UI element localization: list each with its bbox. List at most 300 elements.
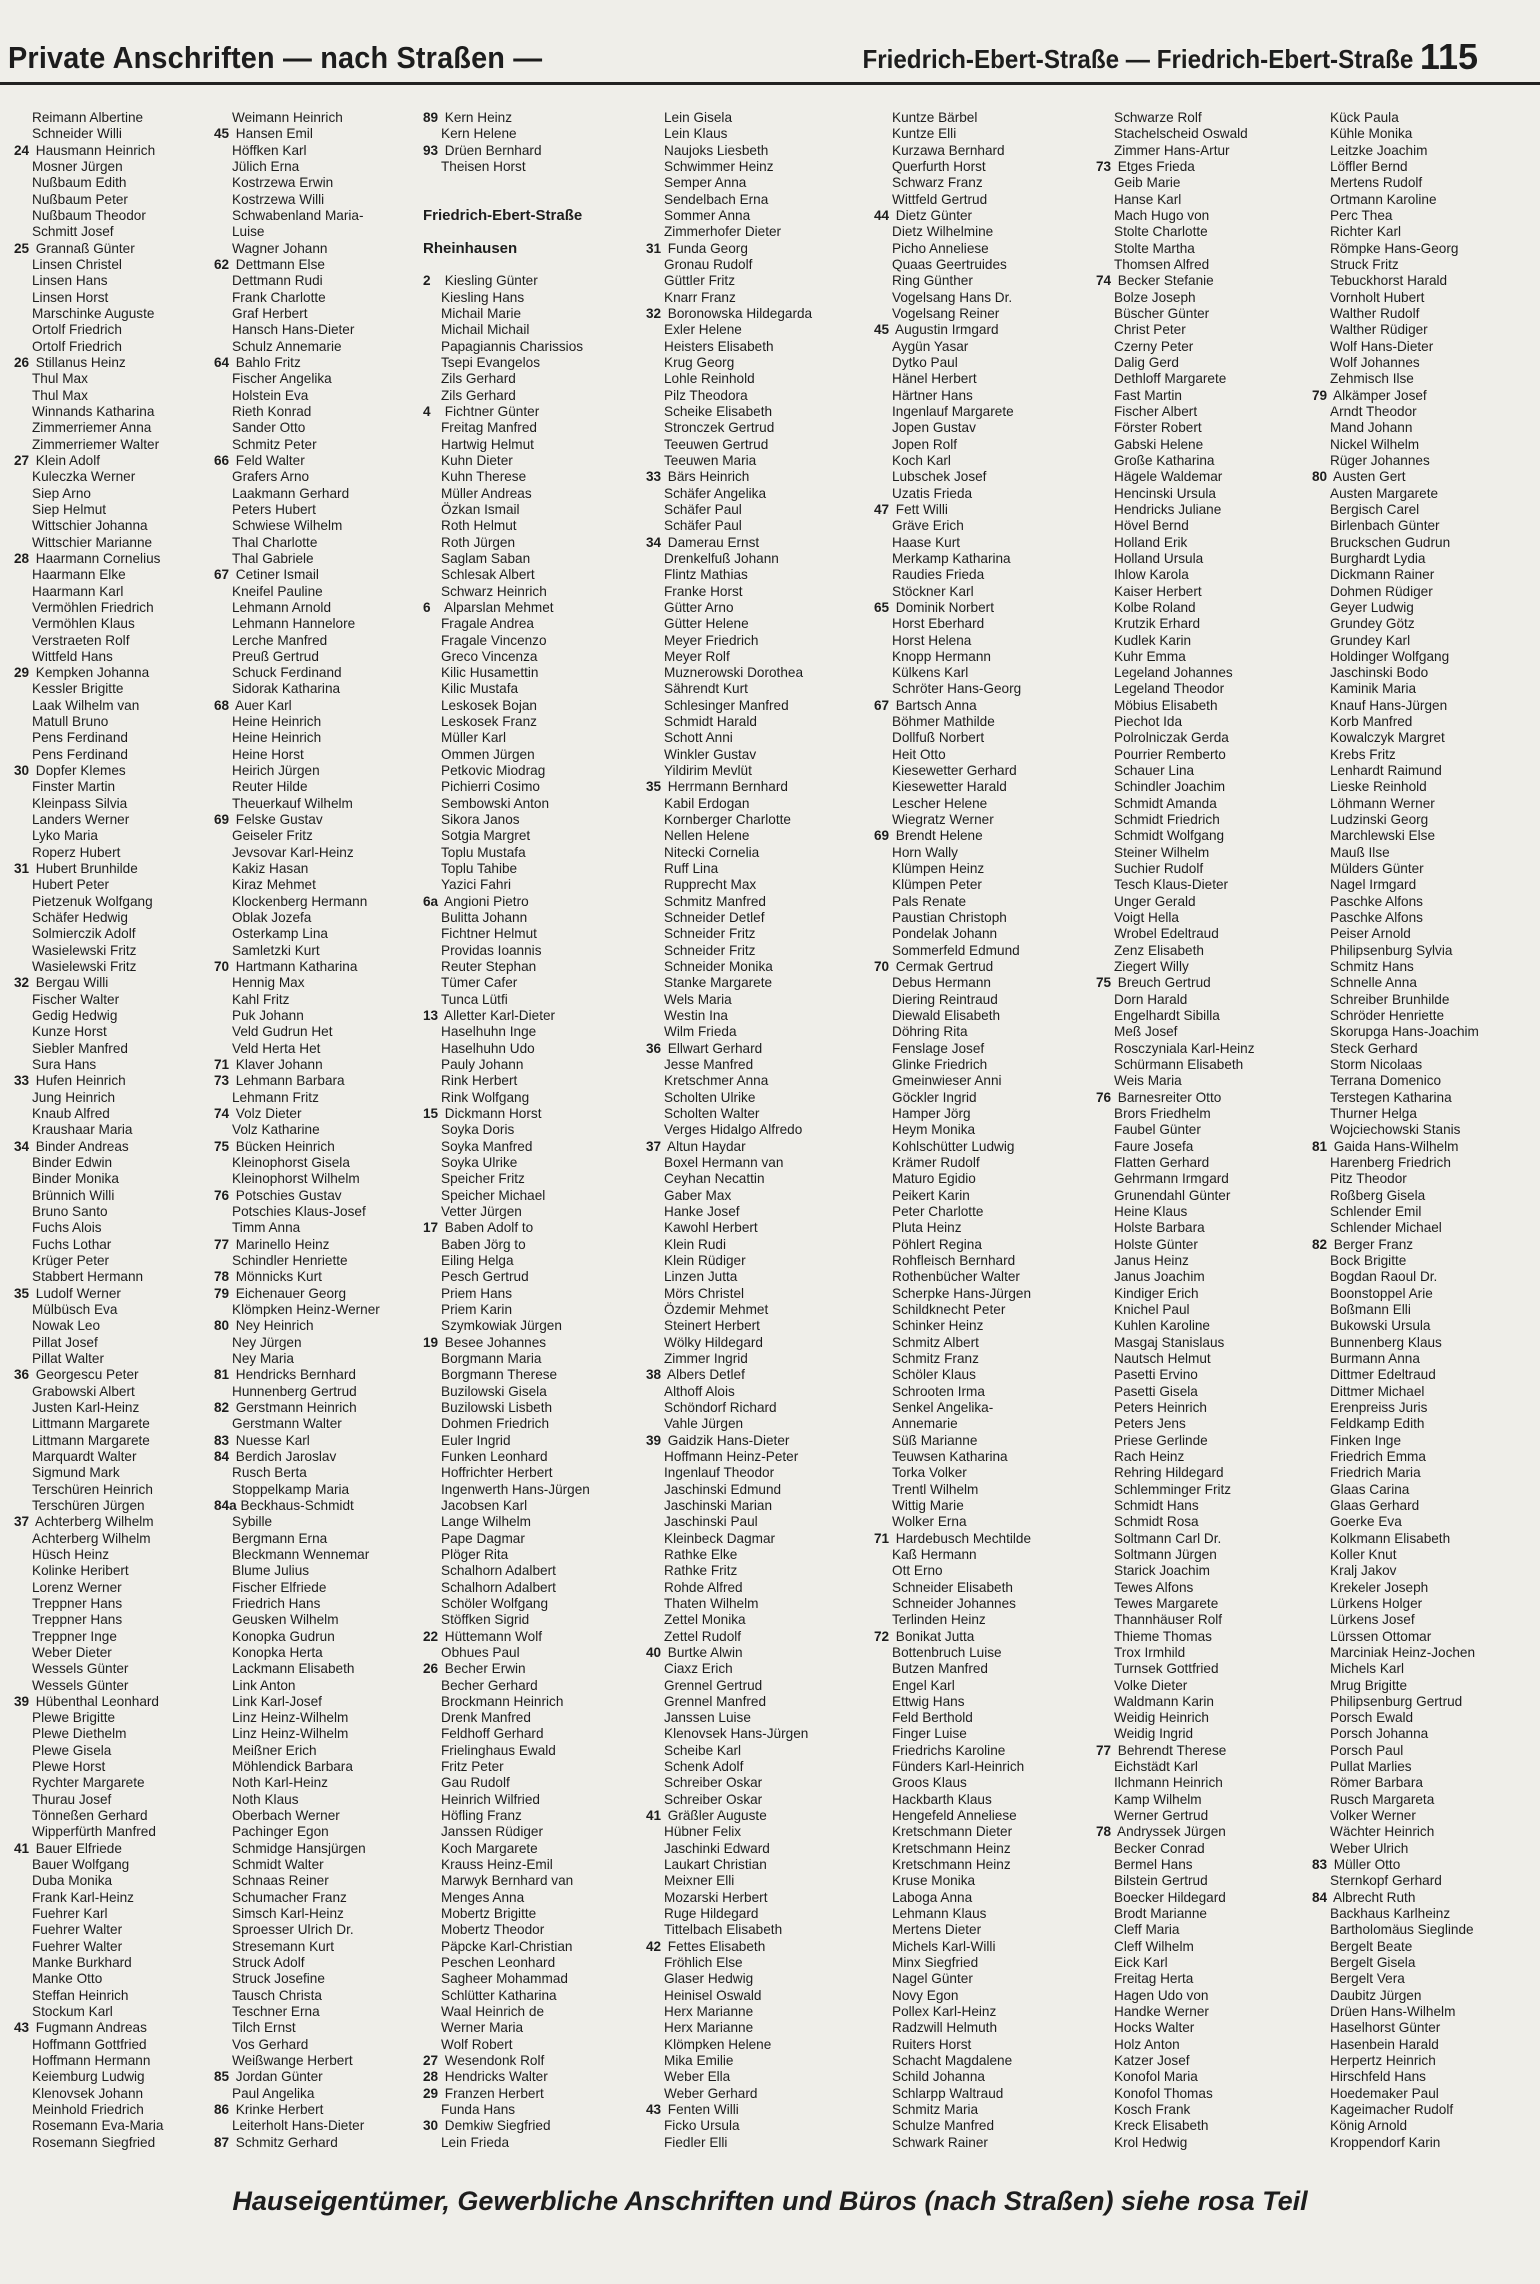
resident-entry: Marchlewski Else [1330,828,1435,844]
resident-entry: Kroppendorf Karin [1330,2134,1441,2150]
resident-entry: Tebuckhorst Harald [1330,273,1448,289]
resident-entry: Finster Martin [32,779,116,795]
resident-entry: Hoffmann Gottfried [32,2036,147,2052]
resident-entry: 45 Hansen Emil [214,126,313,142]
resident-entry: Puk Johann [232,1008,304,1024]
house-number: 35 [646,779,662,795]
resident-entry: Schmidt Harald [664,714,757,730]
resident-entry: Siep Helmut [32,501,107,517]
resident-entry: Löhmann Werner [1330,795,1435,811]
resident-entry: Sagheer Mohammad [441,1971,568,1987]
resident-entry: Rusch Margareta [1330,1791,1435,1807]
resident-entry: 84 Albrecht Ruth [1312,1889,1416,1905]
resident-entry: Göckler Ingrid [892,1089,977,1105]
resident-entry: Lieske Reinhold [1330,779,1427,795]
resident-entry: Sybille [232,1514,273,1530]
resident-entry: Peiser Arnold [1330,926,1411,942]
resident-entry: Drenkelfuß Johann [664,550,779,566]
house-number: 34 [646,534,662,550]
resident-entry: Buzilowski Gisela [441,1383,547,1399]
resident-entry: Link Karl-Josef [232,1693,322,1709]
resident-entry: Sigmund Mark [32,1465,120,1481]
resident-entry: Ingenwerth Hans-Jürgen [441,1481,590,1497]
resident-entry: Klenovsek Hans-Jürgen [664,1726,809,1742]
resident-entry: Terschüren Jürgen [32,1497,145,1513]
resident-entry: Wolf Robert [441,2036,513,2052]
resident-entry: Gedig Hedwig [32,1008,118,1024]
resident-entry: Plöger Rita [441,1546,509,1562]
resident-entry: Holstein Eva [232,387,309,403]
resident-entry: Meinhold Friedrich [32,2102,144,2118]
house-number: 74 [1096,273,1112,289]
resident-entry: Faubel Günter [1114,1122,1201,1138]
resident-entry: Preuß Gertrud [232,648,319,664]
resident-entry: 76 Barnesreiter Otto [1096,1089,1222,1105]
resident-entry: Schindler Joachim [1114,779,1226,795]
directory-column [14,110,204,2165]
resident-entry: Pluta Heinz [892,1220,962,1236]
resident-entry: Ruge Hildegard [664,1906,759,1922]
resident-entry: 30 Dopfer Klemes [14,763,126,779]
resident-entry: Sommer Anna [664,207,751,223]
resident-entry: Kaß Hermann [892,1546,977,1562]
resident-entry: Meyer Rolf [664,648,730,664]
resident-entry: Dettmann Rudi [232,273,323,289]
resident-entry: Tesch Klaus-Dieter [1114,877,1229,893]
resident-entry: Koch Karl [892,452,951,468]
resident-entry: Picho Anneliese [892,240,989,256]
resident-entry: Bilstein Gertrud [1114,1873,1208,1889]
resident-entry: Vogelsang Reiner [892,305,1000,321]
resident-entry: Schneider Fritz [664,942,756,958]
resident-entry: Schröter Hans-Georg [892,681,1022,697]
resident-entry: Ruiters Horst [892,2036,972,2052]
resident-entry: Stoppelkamp Maria [232,1481,350,1497]
resident-entry: Knauf Hans-Jürgen [1330,697,1448,713]
resident-entry: Zils Gerhard [441,387,516,403]
resident-entry: Westin Ina [664,1008,728,1024]
house-number: 85 [214,2069,230,2085]
resident-entry: Peters Hubert [232,501,316,517]
resident-entry: Fuehrer Walter [32,1922,123,1938]
resident-entry: Hartwig Helmut [441,436,534,452]
resident-entry: Jaschinski Edmund [664,1481,782,1497]
resident-entry: Kudlek Karin [1114,632,1192,648]
house-number: 89 [423,110,439,125]
resident-entry: Flintz Mathias [664,567,748,583]
resident-entry: Ilchmann Heinrich [1114,1775,1223,1791]
resident-entry: Mörs Christel [664,1285,745,1301]
resident-entry: Plewe Gisela [32,1742,112,1758]
resident-entry: Dollfuß Norbert [892,730,985,746]
resident-entry: Nagel Irmgard [1330,877,1417,893]
resident-entry: Thannhäuser Rolf [1114,1612,1223,1628]
resident-entry: Herx Marianne [664,2004,754,2020]
resident-entry: Pachinger Egon [232,1824,329,1840]
resident-entry: Kindiger Erich [1114,1285,1199,1301]
resident-entry: Zenz Elisabeth [1114,942,1204,958]
resident-entry: Nowak Leo [32,1318,101,1334]
resident-entry: Priem Karin [441,1301,513,1317]
house-number: 35 [14,1285,30,1301]
resident-entry: Roßberg Gisela [1330,1187,1426,1203]
house-number: 34 [14,1138,30,1154]
resident-entry: Haarmann Elke [32,567,126,583]
resident-entry: Cleff Wilhelm [1114,1938,1194,1954]
resident-entry: 72 Bonikat Jutta [874,1628,975,1644]
resident-entry: Lein Klaus [664,126,728,142]
resident-entry: Manke Otto [32,1971,103,1987]
resident-entry: Speicher Michael [441,1187,546,1203]
resident-entry: 4 Fichtner Günter [423,403,540,419]
resident-entry: 39 Gaidzik Hans-Dieter [646,1432,790,1448]
resident-entry: Terschüren Heinrich [32,1481,153,1497]
resident-entry: Schneider Fritz [664,926,756,942]
resident-entry: Dietz Wilhelmine [892,224,994,240]
resident-entry: Fischer Albert [1114,403,1198,419]
resident-entry: Grabowski Albert [32,1383,135,1399]
resident-entry: Hagen Udo von [1114,1987,1209,2003]
resident-entry: 77 Marinello Heinz [214,1236,330,1252]
resident-entry: Ortolf Friedrich [32,338,122,354]
resident-entry: Nitecki Cornelia [664,844,760,860]
resident-entry: Lürkens Josef [1330,1612,1415,1628]
resident-entry: Jesse Manfred [664,1057,754,1073]
resident-entry: Zils Gerhard [441,371,516,387]
resident-entry: 64 Bahlo Fritz [214,354,301,370]
resident-entry: Meß Josef [1114,1024,1178,1040]
resident-entry: Katzer Josef [1114,2053,1190,2069]
resident-entry: Vahle Jürgen [664,1416,744,1432]
resident-entry: 67 Cetiner Ismail [214,567,319,583]
resident-entry: Kleinophorst Wilhelm [232,1171,360,1187]
resident-entry: Kostrzewa Willi [232,191,325,207]
resident-entry: 74 Becker Stefanie [1096,273,1214,289]
resident-entry: 40 Burtke Alwin [646,1644,743,1660]
resident-entry: Kamp Wilhelm [1114,1791,1202,1807]
house-number: 45 [874,322,890,338]
resident-entry: Novy Egon [892,1987,959,2003]
resident-entry: Philipsenburg Sylvia [1330,942,1453,958]
house-number: 80 [214,1318,230,1334]
resident-entry: Schwark Rainer [892,2134,988,2150]
resident-entry: 81 Gaida Hans-Wilhelm [1312,1138,1459,1154]
resident-entry: Priem Hans [441,1285,513,1301]
resident-entry: Unger Gerald [1114,893,1196,909]
resident-entry: Struck Fritz [1330,256,1399,272]
resident-entry: Plewe Horst [32,1759,106,1775]
resident-entry: 76 Potschies Gustav [214,1187,342,1203]
house-number: 78 [214,1269,230,1285]
resident-entry: Roth Helmut [441,518,517,534]
resident-entry: 38 Albers Detlef [646,1367,745,1383]
resident-entry: Zettel Monika [664,1612,746,1628]
resident-entry: Pauly Johann [441,1057,524,1073]
resident-entry: Geib Marie [1114,175,1181,191]
resident-entry: Kaminik Maria [1330,681,1417,697]
resident-entry: Rosemann Eva-Maria [32,2118,164,2134]
resident-entry: Gehrmann Irmgard [1114,1171,1229,1187]
resident-entry: Plewe Brigitte [32,1710,116,1726]
street-heading: Friedrich-Ebert-Straße [423,207,583,224]
resident-entry: Teuwsen Katharina [892,1448,1008,1464]
resident-entry: Heirich Jürgen [232,763,320,779]
resident-entry: Sidorak Katharina [232,681,341,697]
resident-entry: Vornholt Hubert [1330,289,1425,305]
resident-entry: Noth Karl-Heinz [232,1775,328,1791]
resident-entry: Jaschinski Marian [664,1497,773,1513]
resident-entry: Storm Nicolaas [1330,1057,1423,1073]
resident-entry: Kunze Horst [32,1024,107,1040]
resident-entry: Volke Dieter [1114,1677,1188,1693]
resident-entry: Wiegratz Werner [892,812,994,828]
resident-entry: Schürmann Elisabeth [1114,1057,1244,1073]
resident-entry: Steffan Heinrich [32,1987,129,2003]
resident-entry: Bergisch Carel [1330,501,1420,517]
resident-entry: Friedrichs Karoline [892,1742,1006,1758]
resident-entry: Butzen Manfred [892,1661,988,1677]
resident-entry: Gerstmann Walter [232,1416,342,1432]
resident-entry: Sternkopf Gerhard [1330,1873,1442,1889]
resident-entry: Nagel Günter [892,1971,973,1987]
resident-entry: Tewes Alfons [1114,1579,1194,1595]
resident-entry: Bunnenberg Klaus [1330,1334,1442,1350]
resident-entry: Manke Burkhard [32,1955,132,1971]
resident-entry: Herpertz Heinrich [1330,2053,1436,2069]
resident-entry: 34 Damerau Ernst [646,534,760,550]
resident-entry: Nußbaum Peter [32,191,128,207]
resident-entry: Pietzenuk Wolfgang [32,893,153,909]
resident-entry: Becker Conrad [1114,1840,1205,1856]
resident-entry: Verges Hidalgo Alfredo [664,1122,803,1138]
resident-entry: Hanse Karl [1114,191,1182,207]
resident-entry: Bermel Hans [1114,1857,1193,1873]
house-number: 26 [423,1661,439,1677]
resident-entry: Rathke Fritz [664,1563,738,1579]
resident-entry: Nellen Helene [664,828,750,844]
house-number: 79 [1312,387,1328,403]
resident-entry: Heine Klaus [1114,1203,1188,1219]
resident-entry: Finger Luise [892,1726,967,1742]
resident-entry: Diering Reintraud [892,991,998,1007]
house-number: 76 [214,1187,230,1203]
house-number: 67 [874,697,890,713]
resident-entry: Lenhardt Raimund [1330,763,1442,779]
resident-entry: 83 Nuesse Karl [214,1432,310,1448]
resident-entry: Krebs Fritz [1330,746,1396,762]
resident-entry: Kowalczyk Margret [1330,730,1445,746]
resident-entry: Leitzke Joachim [1330,142,1428,158]
resident-entry: Sährendt Kurt [664,681,748,697]
resident-entry: Winkler Gustav [664,746,757,762]
resident-entry: Legeland Johannes [1114,665,1233,681]
resident-entry: Schlesak Albert [441,567,535,583]
resident-entry: Lubschek Josef [892,469,987,485]
resident-entry: Wittschier Marianne [32,534,153,550]
resident-entry: Suchier Rudolf [1114,861,1204,877]
resident-entry: Kreck Elisabeth [1114,2118,1209,2134]
resident-entry: Mülbüsch Eva [32,1301,118,1317]
resident-entry: Reuter Hilde [232,779,308,795]
resident-entry: Rathke Elke [664,1546,738,1562]
resident-entry: Szymkowiak Jürgen [441,1318,562,1334]
house-number: 32 [646,305,662,321]
resident-entry: Schmidt Wolfgang [1114,828,1225,844]
resident-entry: Holste Barbara [1114,1220,1205,1236]
resident-entry: Pourrier Remberto [1114,746,1226,762]
resident-entry: 43 Fenten Willi [646,2102,739,2118]
resident-entry: Peters Jens [1114,1416,1186,1432]
resident-entry: Freitag Herta [1114,1971,1194,1987]
resident-entry: Simsch Karl-Heinz [232,1906,344,1922]
resident-entry: Wittfeld Gertrud [892,191,988,207]
resident-entry: Schild Johanna [892,2069,985,2085]
resident-entry: Kessler Brigitte [32,681,124,697]
resident-entry: Jaschinki Edward [664,1840,770,1856]
resident-entry: Grennel Gertrud [664,1677,763,1693]
resident-entry: Bleckmann Wennemar [232,1546,370,1562]
resident-entry: Tümer Cafer [441,975,518,991]
resident-entry: Handke Werner [1114,2004,1209,2020]
resident-entry: 37 Achterberg Wilhelm [14,1514,154,1530]
resident-entry: 35 Herrmann Bernhard [646,779,788,795]
resident-entry: Güttler Fritz [664,273,735,289]
resident-entry: Lohle Reinhold [664,371,755,387]
resident-entry: Lorenz Werner [32,1579,122,1595]
resident-entry: Wächter Heinrich [1330,1824,1435,1840]
resident-entry: Feldhoff Gerhard [441,1726,544,1742]
resident-entry: Kohlschütter Ludwig [892,1138,1015,1154]
resident-entry: Döhring Rita [892,1024,968,1040]
resident-entry: Weber Gerhard [664,2085,758,2101]
blank-line [423,257,641,273]
resident-entry: Lange Wilhelm [441,1514,531,1530]
resident-entry: Müller Karl [441,730,506,746]
house-number: 19 [423,1334,439,1350]
resident-entry: Schlütter Katharina [441,1987,557,2003]
resident-entry: Blume Julius [232,1563,310,1579]
resident-entry: Heinisel Oswald [664,1987,762,2003]
house-number: 33 [646,469,662,485]
resident-entry: Höffken Karl [232,142,307,158]
resident-entry: Bartholomäus Sieglinde [1330,1922,1474,1938]
resident-entry: Kern Helene [441,126,517,142]
resident-entry: Soyka Ulrike [441,1155,518,1170]
resident-entry: Böhmer Mathilde [892,714,995,730]
resident-entry: Hübner Felix [664,1824,742,1840]
resident-entry: Kück Paula [1330,110,1399,125]
house-number: 84a [214,1497,237,1513]
resident-entry: Pullat Marlies [1330,1759,1412,1775]
resident-entry: Kretschmann Heinz [892,1840,1011,1856]
resident-entry: Fast Martin [1114,387,1182,403]
house-number: 30 [14,763,30,779]
resident-entry: Roperz Hubert [32,844,121,860]
resident-entry: Stabbert Hermann [32,1269,144,1285]
resident-entry: Holz Anton [1114,2036,1180,2052]
resident-entry: Tsepi Evangelos [441,354,540,370]
resident-entry: Kolkmann Elisabeth [1330,1530,1451,1546]
resident-entry: Bukowski Ursula [1330,1318,1431,1334]
resident-entry: 6 Alparslan Mehmet [423,599,554,615]
resident-entry: 82 Berger Franz [1312,1236,1414,1252]
resident-entry: Binder Monika [32,1171,119,1187]
resident-entry: Noth Klaus [232,1791,299,1807]
resident-entry: Graf Herbert [232,305,308,321]
resident-entry: Hencinski Ursula [1114,485,1216,501]
resident-entry: Siep Arno [32,485,91,501]
resident-entry: Wessels Günter [32,1677,129,1693]
resident-entry: Littmann Margarete [32,1432,150,1448]
resident-entry: Heisters Elisabeth [664,338,774,354]
resident-entry: 66 Feld Walter [214,452,305,468]
resident-entry: Daubitz Jürgen [1330,1987,1422,2003]
resident-entry: 19 Besee Johannes [423,1334,547,1350]
resident-entry: 70 Cermak Gertrud [874,959,994,975]
resident-entry: 36 Ellwart Gerhard [646,1040,763,1056]
house-number: 30 [423,2118,439,2134]
resident-entry: Sikora Janos [441,812,520,828]
resident-entry: Özdemir Mehmet [664,1301,769,1317]
resident-entry: Rink Herbert [441,1073,518,1089]
directory-column [1096,110,1316,2165]
resident-entry: Mülders Günter [1330,861,1424,877]
resident-entry: Sommerfeld Edmund [892,942,1020,958]
resident-entry: Scherpke Hans-Jürgen [892,1285,1032,1301]
resident-entry: Özkan Ismail [441,501,520,517]
resident-entry: Radzwill Helmuth [892,2020,998,2036]
resident-entry: Ziegert Willy [1114,959,1189,975]
resident-entry: Soltmann Carl Dr. [1114,1530,1222,1546]
resident-entry: Yazici Fahri [441,877,511,893]
resident-entry: Zimmerriemer Anna [32,420,152,436]
resident-entry: 69 Brendt Helene [874,828,983,844]
resident-entry: Schildknecht Peter [892,1301,1006,1317]
resident-entry: Annemarie [892,1416,958,1432]
resident-entry: Fischer Angelika [232,371,332,387]
resident-entry: Fritz Peter [441,1759,504,1775]
resident-entry: Knichel Paul [1114,1301,1190,1317]
resident-entry: Faure Josefa [1114,1138,1194,1154]
resident-entry: Dorn Harald [1114,991,1188,1007]
resident-entry: Grunendahl Günter [1114,1187,1231,1203]
directory-column [1312,110,1526,2165]
resident-entry: Frank Karl-Heinz [32,1889,134,1905]
resident-entry: Michail Marie [441,305,522,321]
resident-entry: Schlemminger Fritz [1114,1481,1232,1497]
resident-entry: 13 Alletter Karl-Dieter [423,1008,556,1024]
resident-entry: Schmitt Josef [32,224,114,240]
resident-entry: Schäfer Hedwig [32,910,128,926]
resident-entry: Gronau Rudolf [664,256,753,272]
resident-entry: Konofol Maria [1114,2069,1198,2085]
resident-entry: Laboga Anna [892,1889,973,1905]
resident-entry: Schöler Wolfgang [441,1595,549,1611]
resident-entry: Thul Max [32,371,88,387]
resident-entry: Thaten Wilhelm [664,1595,759,1611]
resident-entry: 73 Lehmann Barbara [214,1073,345,1089]
resident-entry: Schindler Henriette [232,1252,348,1268]
resident-entry: Naujoks Liesbeth [664,142,769,158]
resident-entry: Winnands Katharina [32,403,155,419]
resident-entry: Dittmer Edeltraud [1330,1367,1436,1383]
resident-entry: Marwyk Bernhard van [441,1873,574,1889]
house-number: 64 [214,354,230,370]
resident-entry: Oberbach Werner [232,1808,340,1824]
resident-entry: Pillat Josef [32,1334,98,1350]
resident-entry: Geyer Ludwig [1330,599,1414,615]
house-number: 77 [1096,1742,1112,1758]
